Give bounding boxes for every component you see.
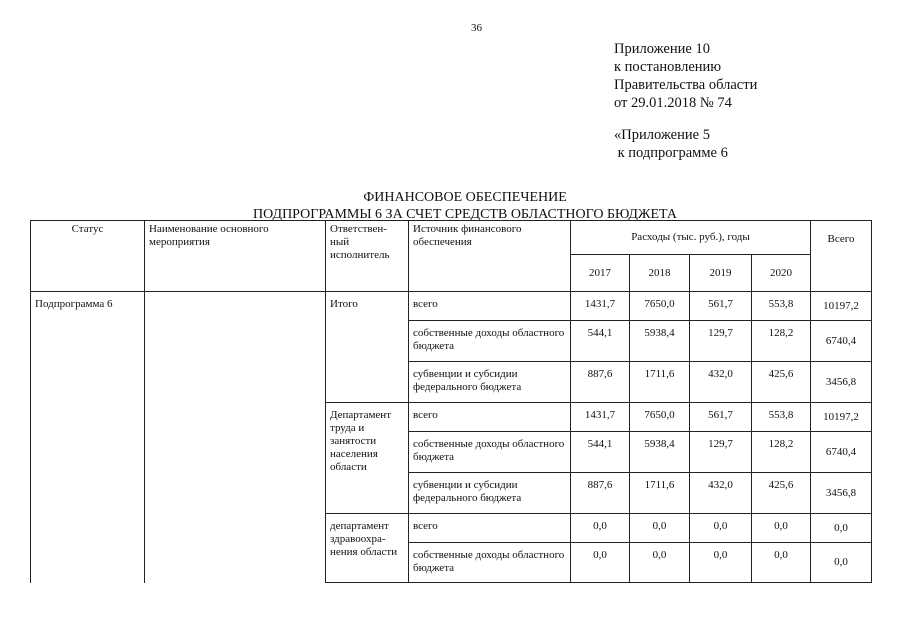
value-cell: 544,1 <box>571 432 630 473</box>
value-cell: 1711,6 <box>630 473 690 514</box>
header-year: 2018 <box>630 255 690 292</box>
source-cell: субвенции и субсидии федерального бюджета <box>409 473 571 514</box>
total-cell: 10197,2 <box>811 403 872 432</box>
value-cell: 0,0 <box>690 543 752 583</box>
value-cell: 425,6 <box>752 362 811 403</box>
source-cell: собственные доходы областного бюджета <box>409 432 571 473</box>
annex-line: «Приложение 5 <box>614 127 710 143</box>
value-cell: 7650,0 <box>630 403 690 432</box>
value-cell: 1431,7 <box>571 403 630 432</box>
value-cell: 561,7 <box>690 292 752 321</box>
header-total: Всего <box>811 221 872 292</box>
value-cell: 128,2 <box>752 321 811 362</box>
total-cell: 6740,4 <box>811 321 872 362</box>
header-measure: Наименование основного мероприятия <box>145 221 326 292</box>
measure-cell <box>145 292 326 583</box>
annex-line: Правительства области <box>614 77 758 93</box>
header-status: Статус <box>31 221 145 292</box>
value-cell: 1431,7 <box>571 292 630 321</box>
annex-line: от 29.01.2018 № 74 <box>614 95 732 111</box>
source-cell: всего <box>409 403 571 432</box>
source-cell: всего <box>409 292 571 321</box>
source-cell: субвенции и субсидии федерального бюджета <box>409 362 571 403</box>
total-cell: 3456,8 <box>811 473 872 514</box>
value-cell: 7650,0 <box>630 292 690 321</box>
annex-line: Приложение 10 <box>614 41 710 57</box>
value-cell: 0,0 <box>752 514 811 543</box>
document-title: ФИНАНСОВОЕ ОБЕСПЕЧЕНИЕ <box>363 190 567 205</box>
annex-header <box>614 40 757 162</box>
value-cell: 5938,4 <box>630 432 690 473</box>
value-cell: 5938,4 <box>630 321 690 362</box>
status-cell: Подпрограмма 6 <box>31 292 145 583</box>
value-cell: 0,0 <box>571 543 630 583</box>
value-cell: 129,7 <box>690 432 752 473</box>
value-cell: 887,6 <box>571 362 630 403</box>
total-cell: 3456,8 <box>811 362 872 403</box>
executor-cell: Департамент труда и занятости населения области <box>326 403 409 514</box>
source-cell: собственные доходы областного бюджета <box>409 543 571 583</box>
value-cell: 553,8 <box>752 403 811 432</box>
total-cell: 6740,4 <box>811 432 872 473</box>
total-cell: 0,0 <box>811 514 872 543</box>
page-number: 36 <box>471 22 482 34</box>
value-cell: 0,0 <box>630 514 690 543</box>
value-cell: 0,0 <box>690 514 752 543</box>
value-cell: 432,0 <box>690 362 752 403</box>
header-source: Источник финансового обеспечения <box>409 221 571 292</box>
value-cell: 432,0 <box>690 473 752 514</box>
header-year: 2019 <box>690 255 752 292</box>
value-cell: 553,8 <box>752 292 811 321</box>
header-year: 2020 <box>752 255 811 292</box>
value-cell: 128,2 <box>752 432 811 473</box>
header-expenses: Расходы (тыс. руб.), годы <box>571 221 811 255</box>
value-cell: 0,0 <box>630 543 690 583</box>
annex-line: к постановлению <box>614 59 722 75</box>
source-cell: всего <box>409 514 571 543</box>
value-cell: 129,7 <box>690 321 752 362</box>
table-row <box>31 292 872 321</box>
header-year: 2017 <box>571 255 630 292</box>
value-cell: 0,0 <box>571 514 630 543</box>
source-cell: собственные доходы областного бюджета <box>409 321 571 362</box>
value-cell: 544,1 <box>571 321 630 362</box>
financing-table <box>30 220 872 583</box>
executor-cell: департамент здравоохра-нения области <box>326 514 409 583</box>
total-cell: 10197,2 <box>811 292 872 321</box>
annex-line: к подпрограмме 6 <box>614 145 728 161</box>
value-cell: 425,6 <box>752 473 811 514</box>
value-cell: 0,0 <box>752 543 811 583</box>
header-executor: Ответствен-ный исполнитель <box>326 221 409 292</box>
value-cell: 887,6 <box>571 473 630 514</box>
value-cell: 1711,6 <box>630 362 690 403</box>
total-cell: 0,0 <box>811 543 872 583</box>
document-subtitle: ПОДПРОГРАММЫ 6 ЗА СЧЕТ СРЕДСТВ ОБЛАСТНОГО БЮДЖЕТА <box>253 207 677 222</box>
value-cell: 561,7 <box>690 403 752 432</box>
executor-cell: Итого <box>326 292 409 403</box>
